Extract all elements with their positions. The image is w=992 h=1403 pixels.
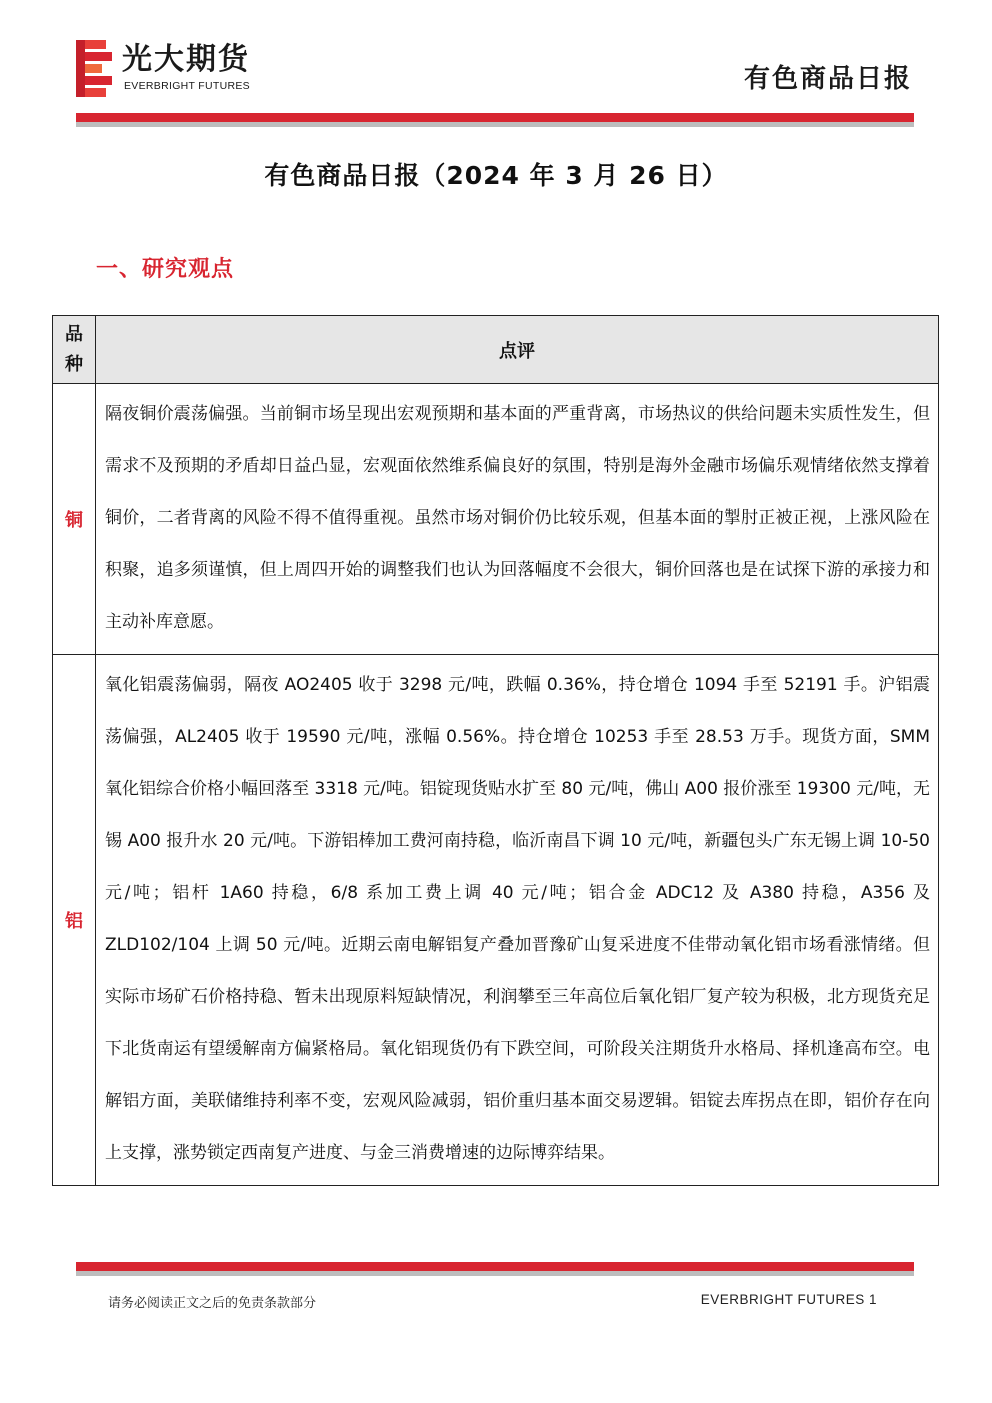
- comment-aluminum: 氧化铝震荡偏弱，隔夜 AO2405 收于 3298 元/吨，跌幅 0.36%，持仓增仓 1094 手至 52191 手。沪铝震荡偏强，AL2405 收于 19590 元/吨，涨幅 0.56%。持仓增仓 10253 手至 28.53 万手。现货方面，SMM 氧化铝综合价格小幅回落至 3318 元/吨。铝锭现货贴水扩至 80 元/吨，佛山 A00 报价涨至 19300 元/吨，无锡 A00 报升水 20 元/吨。下游铝棒加工费河南持稳，临沂南昌下调 10 元/吨，新疆包头广东无锡上调 10-50 元/吨；铝杆 1A60 持稳，6/8 系加工费上调 40 元/吨；铝合金 ADC12 及 A380 持稳，A356 及 ZLD102/104 上调 50 元/吨。近期云南电解铝复产叠加晋豫矿山复采进度不佳带动氧化铝市场看涨情绪。但实际市场矿石价格持稳、暂未出现原料短缺情况，利润攀至三年高位后氧化铝厂复产较为积极，北方现货充足下北货南运有望缓解南方偏紧格局。氧化铝现货仍有下跌空间，可阶段关注期货升水格局、择机逢高布空。电解铝方面，美联储维持利率不变，宏观风险减弱，铝价重归基本面交易逻辑。铝锭去库拐点在即，铝价存在向上支撑，涨势锁定西南复产进度、与金三消费增速的边际博弈结果。: [96, 655, 939, 1186]
- header-divider: [76, 113, 914, 127]
- footer-disclaimer: 请务必阅读正文之后的免责条款部分: [108, 1296, 317, 1311]
- header-category-char-1: 品: [65, 323, 83, 345]
- table-header-row: [53, 316, 939, 384]
- commentary-table: [52, 315, 939, 1186]
- header-category-char-2: 种: [65, 353, 83, 375]
- comment-copper: 隔夜铜价震荡偏强。当前铜市场呈现出宏观预期和基本面的严重背离，市场热议的供给问题未实质性发生，但需求不及预期的矛盾却日益凸显，宏观面依然维系偏良好的氛围，特别是海外金融市场偏乐观情绪依然支撑着铜价，二者背离的风险不得不值得重视。虽然市场对铜价仍比较乐观，但基本面的掣肘正被正视，上涨风险在积聚，追多须谨慎，但上周四开始的调整我们也认为回落幅度不会很大，铜价回落也是在试探下游的承接力和主动补库意愿。: [96, 384, 939, 655]
- category-aluminum: 铝: [53, 655, 96, 1186]
- table-row-aluminum: [53, 655, 939, 1186]
- everbright-logo-icon: [76, 40, 116, 98]
- footer-divider: [76, 1262, 914, 1276]
- section-heading: 一、研究观点: [96, 257, 235, 282]
- header-comment: 点评: [96, 316, 939, 384]
- header-category: [53, 316, 96, 384]
- logo-name-cn: 光大期货: [122, 42, 250, 77]
- logo-name-en: EVERBRIGHT FUTURES: [124, 80, 250, 92]
- footer-brand-page: EVERBRIGHT FUTURES 1: [700, 1292, 877, 1307]
- header-title: 有色商品日报: [743, 64, 912, 94]
- document-title: 有色商品日报（2024 年 3 月 26 日）: [264, 161, 728, 190]
- table-row-copper: [53, 384, 939, 655]
- company-logo: [76, 38, 286, 100]
- category-copper: 铜: [53, 384, 96, 655]
